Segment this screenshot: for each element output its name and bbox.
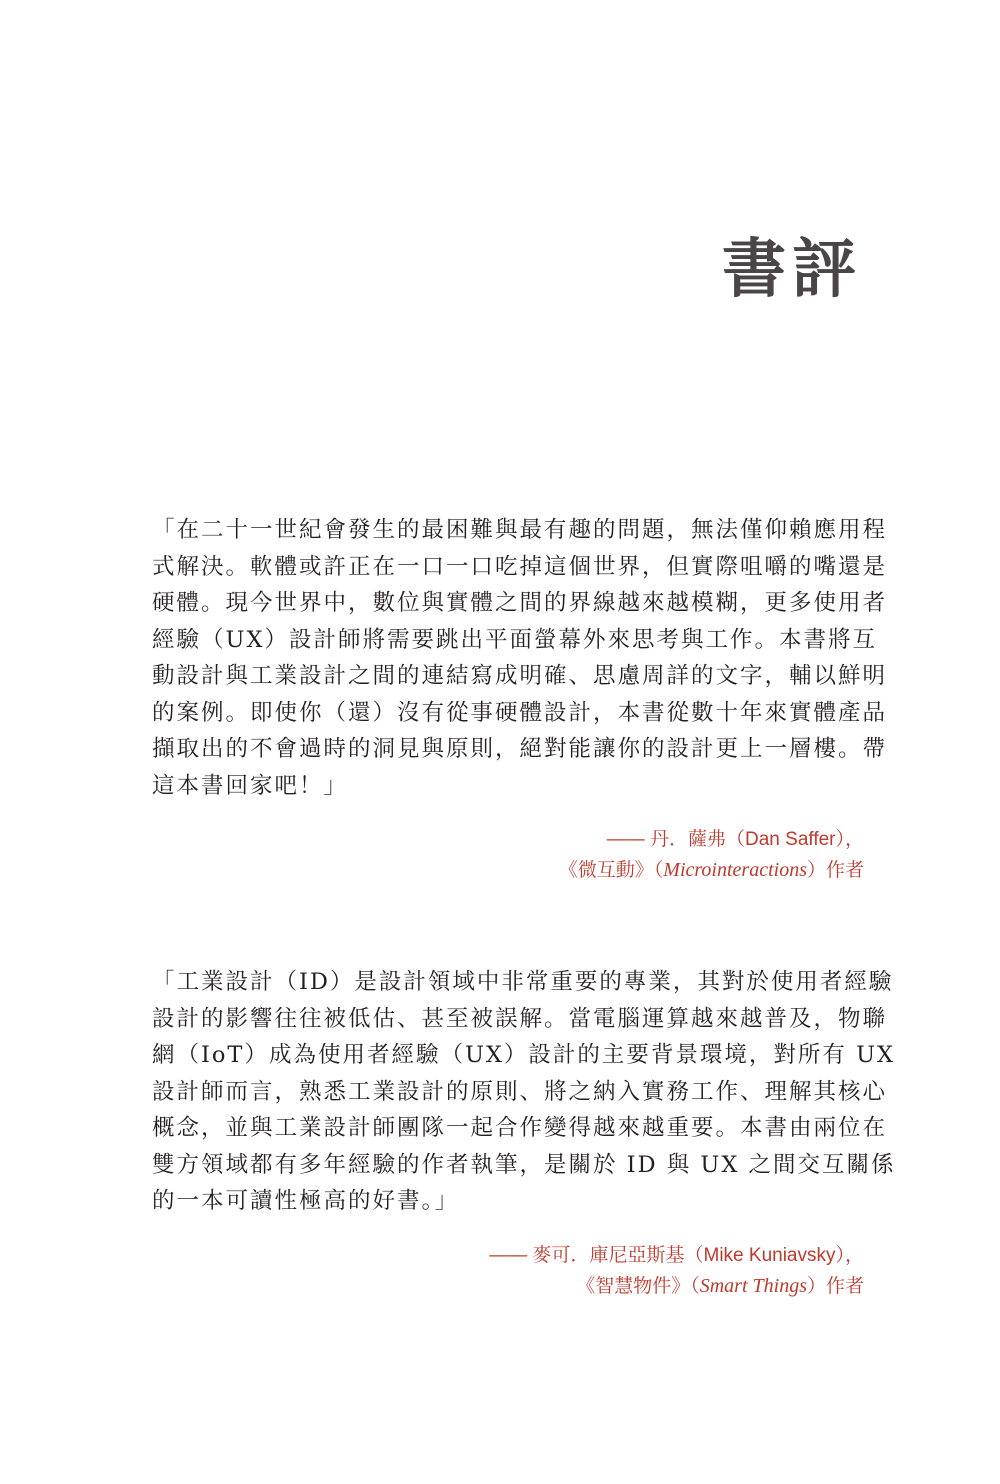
quote-line: 的案例。即使你（還）沒有從事硬體設計，本書從數十年來實體產品 xyxy=(152,699,888,726)
page-title: 書評 xyxy=(722,232,862,307)
work-title-zh-open: 《智慧物件》（ xyxy=(576,1275,700,1297)
quote-line: 經驗（UX）設計師將需要跳出平面螢幕外來思考與工作。本書將互 xyxy=(152,626,877,653)
reviewer-work xyxy=(152,1271,864,1302)
work-title-en: Smart Things xyxy=(699,1274,807,1297)
quote-line: 設計師而言，熟悉工業設計的原則、將之納入實務工作、理解其核心 xyxy=(152,1078,888,1105)
review-quote xyxy=(152,512,888,804)
reviewer-name: —— 丹．薩弗（Dan Saffer）， xyxy=(606,829,864,850)
reviewer-name: —— 麥可．庫尼亞斯基（Mike Kuniavsky）， xyxy=(489,1244,864,1266)
review-attribution xyxy=(152,1240,864,1302)
quote-line: 「在二十一世紀會發生的最困難與最有趣的問題，無法僅仰賴應用程 xyxy=(152,517,888,543)
work-title-zh-close: ）作者 xyxy=(806,860,864,881)
quote-line: 的一本可讀性極高的好書。」 xyxy=(152,1188,460,1214)
quote-line: 概念，並與工業設計師團隊一起合作變得越來越重要。本書由兩位在 xyxy=(152,1115,888,1141)
quote-line: 硬體。現今世界中，數位與實體之間的界線越來越模糊，更多使用者 xyxy=(152,590,888,616)
quote-line: 「工業設計（ID）是設計領域中非常重要的專業，其對於使用者經驗 xyxy=(152,969,894,995)
quote-line: 網（IoT）成為使用者經驗（UX）設計的主要背景環境，對所有 UX xyxy=(152,1042,896,1068)
review-attribution xyxy=(152,824,864,886)
quote-line: 這本書回家吧！」 xyxy=(152,772,349,799)
work-title-en: Microinteractions xyxy=(663,859,807,881)
reviewer-work xyxy=(152,855,864,886)
review-kuniavsky xyxy=(152,964,896,1302)
review-saffer xyxy=(152,512,888,886)
work-title-zh-open: 《微互動》（ xyxy=(558,860,664,881)
quote-line: 雙方領域都有多年經驗的作者執筆，是關於 ID 與 UX 之間交互關係 xyxy=(152,1151,896,1178)
work-title-zh-close: ）作者 xyxy=(806,1275,864,1297)
review-quote xyxy=(152,964,896,1220)
quote-line: 設計的影響往往被低估、甚至被誤解。當電腦運算越來越普及，物聯 xyxy=(152,1005,888,1032)
quote-line: 擷取出的不會過時的洞見與原則，絕對能讓你的設計更上一層樓。帶 xyxy=(152,736,888,762)
quote-line: 動設計與工業設計之間的連結寫成明確、思慮周詳的文字，輔以鮮明 xyxy=(152,663,888,689)
quote-line: 式解決。軟體或許正在一口一口吃掉這個世界，但實際咀嚼的嘴還是 xyxy=(152,553,888,580)
